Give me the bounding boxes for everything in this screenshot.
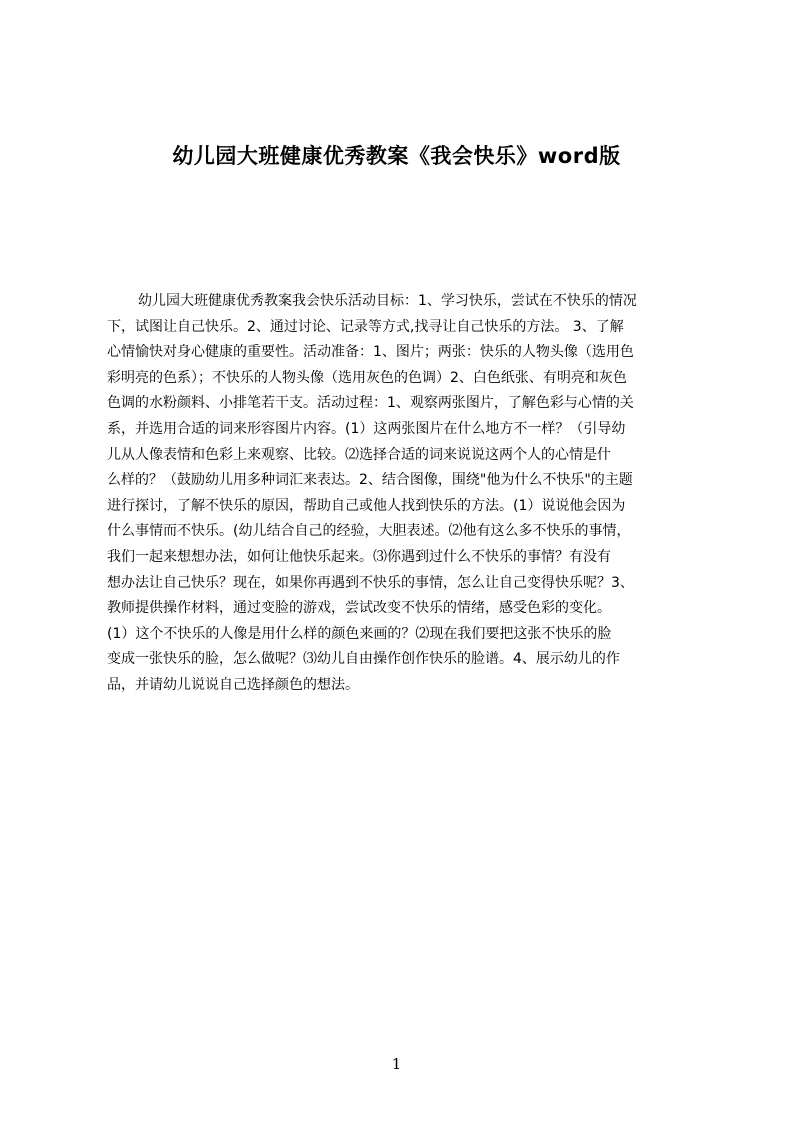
body-line: 彩明亮的色系）；不快乐的人物头像（选用灰色的色调）2、白色纸张、有明亮和灰色	[107, 369, 627, 386]
body-line: 色调的水粉颜料、小排笔若干支。活动过程：1、观察两张图片，了解色彩与心情的关	[107, 395, 634, 412]
body-line: 我们一起来想想办法，如何让他快乐起来。⑶你遇到过什么不快乐的事情？有没有	[107, 548, 611, 565]
document-title: 幼儿园大班健康优秀教案《我会快乐》word版	[172, 144, 621, 168]
body-line: 幼儿园大班健康优秀教案我会快乐活动目标：1、学习快乐，尝试在不快乐的情况	[138, 293, 637, 309]
body-line: 系，并选用合适的词来形容图片内容。(1）这两张图片在什么地方不一样？（引导幼	[107, 420, 626, 437]
body-line: 什么事情而不快乐。(幼儿结合自己的经验，大胆表述。⑵他有这么多不快乐的事情，	[107, 523, 631, 540]
page-number: 1	[391, 1055, 402, 1073]
document-body	[107, 289, 700, 699]
body-line: 儿从人像表情和色彩上来观察、比较。⑵选择合适的词来说说这两个人的心情是什	[107, 446, 611, 463]
body-line: 品，并请幼儿说说自己选择颜色的想法。	[107, 676, 359, 693]
body-line: 心情愉快对身心健康的重要性。活动准备：1、图片；两张：快乐的人物头像（选用色	[107, 344, 634, 361]
body-line: 想办法让自己快乐？现在，如果你再遇到不快乐的事情，怎么让自己变得快乐呢？3、	[107, 574, 634, 591]
body-line: 么样的？（鼓励幼儿用多种词汇来表达。2、结合图像，围绕"他为什么不快乐"的主题	[107, 472, 633, 489]
body-line: (1）这个不快乐的人像是用什么样的颜色来画的？⑵现在我们要把这张不快乐的脸	[107, 625, 612, 642]
body-line: 进行探讨，了解不快乐的原因，帮助自己或他人找到快乐的方法。(1）说说他会因为	[107, 497, 626, 514]
body-line: 变成一张快乐的脸，怎么做呢？⑶幼儿自由操作创作快乐的脸谱。4、展示幼儿的作	[107, 651, 620, 668]
body-line: 下，试图让自己快乐。2、通过讨论、记录等方式,找寻让自己快乐的方法。 3、了解	[107, 318, 624, 335]
body-line: 教师提供操作材料，通过变脸的游戏，尝试改变不快乐的情绪，感受色彩的变化。	[107, 600, 611, 617]
